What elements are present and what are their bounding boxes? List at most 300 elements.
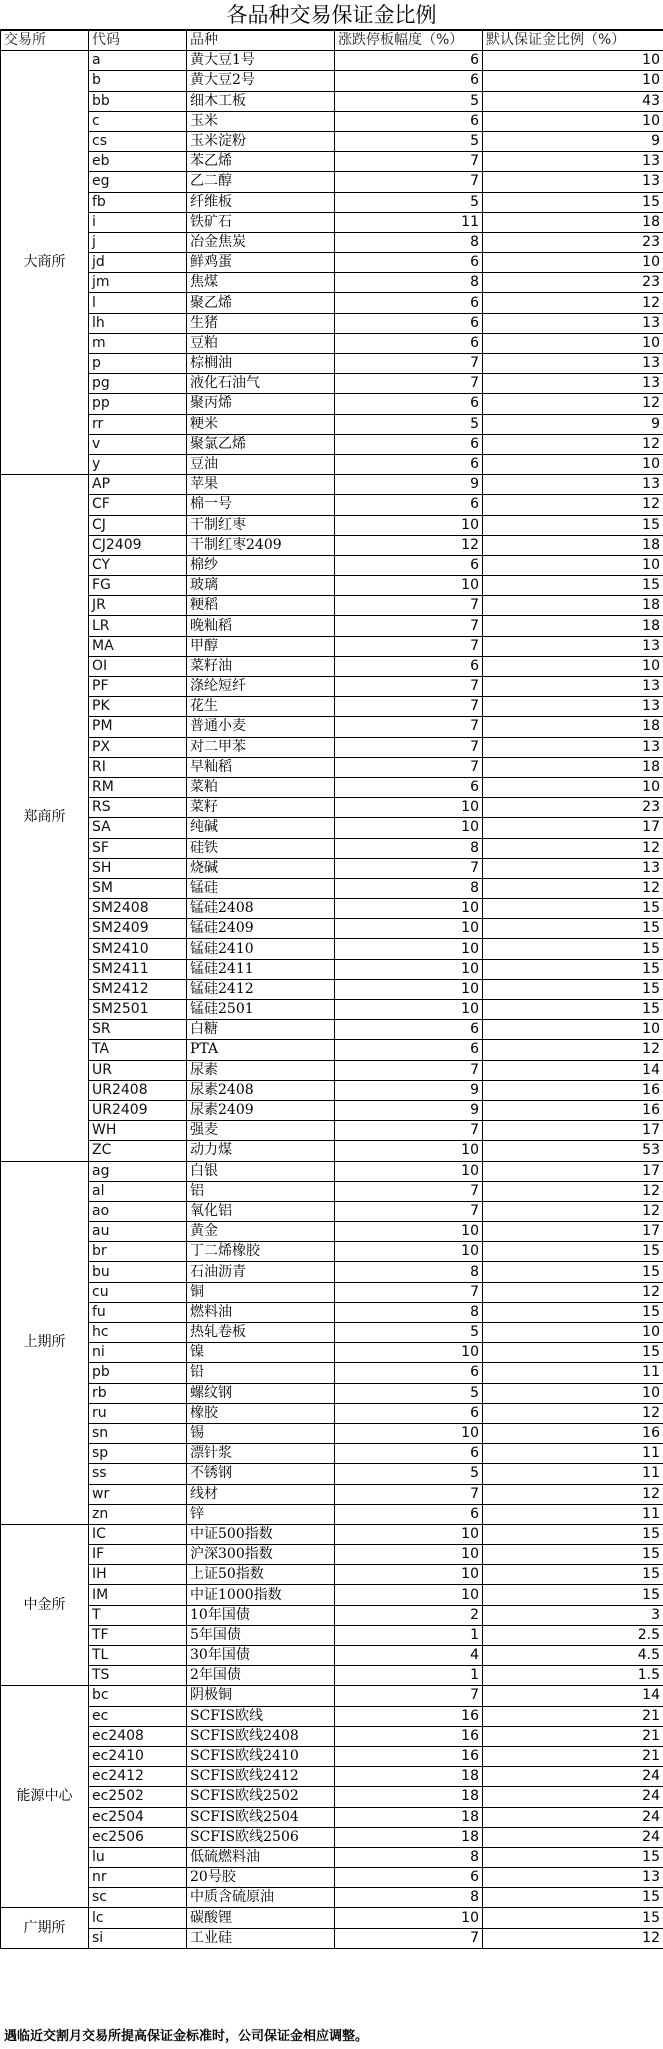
footer-note: 遇临近交割月交易所提高保证金标准时，公司保证金相应调整。: [4, 2029, 369, 2044]
margin-cell: 10: [483, 1323, 663, 1343]
margin-cell: 18: [483, 717, 663, 737]
code-cell: LR: [89, 616, 187, 636]
table-row: [1, 596, 663, 616]
name-cell: 铜: [187, 1282, 335, 1302]
name-cell: 锡: [187, 1423, 335, 1443]
table-row: [1, 1746, 663, 1766]
table-row: [1, 1908, 663, 1928]
code-cell: eg: [89, 172, 187, 192]
name-cell: 中证500指数: [187, 1524, 335, 1544]
code-cell: SM2501: [89, 1000, 187, 1020]
margin-cell: 11: [483, 1363, 663, 1383]
code-cell: pb: [89, 1363, 187, 1383]
code-cell: ec: [89, 1706, 187, 1726]
table-row: [1, 1222, 663, 1242]
table-row: [1, 1262, 663, 1282]
table-row: [1, 535, 663, 555]
table-row: [1, 1080, 663, 1100]
name-cell: 热轧卷板: [187, 1323, 335, 1343]
code-cell: CY: [89, 555, 187, 575]
name-cell: 黄大豆1号: [187, 51, 335, 71]
code-cell: UR: [89, 1060, 187, 1080]
name-cell: 苯乙烯: [187, 152, 335, 172]
limit-cell: 8: [335, 878, 483, 898]
name-cell: 锰硅2501: [187, 1000, 335, 1020]
code-cell: IM: [89, 1585, 187, 1605]
name-cell: 黄金: [187, 1222, 335, 1242]
margin-cell: 16: [483, 1423, 663, 1443]
code-cell: b: [89, 71, 187, 91]
limit-cell: 7: [335, 596, 483, 616]
margin-cell: 15: [483, 939, 663, 959]
name-cell: 冶金焦炭: [187, 232, 335, 252]
code-cell: UR2409: [89, 1100, 187, 1120]
code-cell: m: [89, 333, 187, 353]
limit-cell: 7: [335, 354, 483, 374]
name-cell: 普通小麦: [187, 717, 335, 737]
limit-cell: 5: [335, 414, 483, 434]
table-row: [1, 333, 663, 353]
margin-cell: 18: [483, 596, 663, 616]
code-cell: SH: [89, 858, 187, 878]
margin-cell: 10: [483, 656, 663, 676]
margin-cell: 13: [483, 737, 663, 757]
limit-cell: 11: [335, 212, 483, 232]
exchange-cell: 能源中心: [1, 1686, 89, 1908]
name-cell: 花生: [187, 697, 335, 717]
limit-cell: 6: [335, 394, 483, 414]
table-row: [1, 919, 663, 939]
margin-cell: 15: [483, 899, 663, 919]
exchange-cell: 上期所: [1, 1161, 89, 1524]
code-cell: IC: [89, 1524, 187, 1544]
name-cell: 白糖: [187, 1020, 335, 1040]
margin-cell: 18: [483, 535, 663, 555]
limit-cell: 7: [335, 677, 483, 697]
name-cell: 碳酸锂: [187, 1908, 335, 1928]
name-cell: 豆油: [187, 454, 335, 474]
table-row: [1, 1706, 663, 1726]
limit-cell: 16: [335, 1746, 483, 1766]
margin-cell: 13: [483, 475, 663, 495]
code-cell: AP: [89, 475, 187, 495]
name-cell: 锰硅2410: [187, 939, 335, 959]
margin-cell: 12: [483, 434, 663, 454]
code-cell: jd: [89, 253, 187, 273]
margin-cell: 15: [483, 192, 663, 212]
code-cell: SA: [89, 818, 187, 838]
code-cell: nr: [89, 1868, 187, 1888]
table-row: [1, 677, 663, 697]
table-row: [1, 1000, 663, 1020]
code-cell: ec2408: [89, 1726, 187, 1746]
limit-cell: 1: [335, 1625, 483, 1645]
name-cell: 石油沥青: [187, 1262, 335, 1282]
limit-cell: 6: [335, 1363, 483, 1383]
name-cell: 氧化铝: [187, 1201, 335, 1221]
limit-cell: 10: [335, 1242, 483, 1262]
code-cell: TA: [89, 1040, 187, 1060]
name-cell: SCFIS欧线2506: [187, 1827, 335, 1847]
name-cell: 苹果: [187, 475, 335, 495]
table-row: [1, 1121, 663, 1141]
limit-cell: 10: [335, 1423, 483, 1443]
table-row: [1, 1444, 663, 1464]
limit-cell: 5: [335, 91, 483, 111]
limit-cell: 10: [335, 818, 483, 838]
margin-cell: 15: [483, 1585, 663, 1605]
margin-cell: 10: [483, 333, 663, 353]
limit-cell: 8: [335, 838, 483, 858]
margin-cell: 15: [483, 1242, 663, 1262]
name-cell: 铁矿石: [187, 212, 335, 232]
limit-cell: 5: [335, 1323, 483, 1343]
margin-cell: 13: [483, 354, 663, 374]
code-cell: y: [89, 454, 187, 474]
table-row: [1, 1524, 663, 1544]
limit-cell: 7: [335, 1928, 483, 1948]
table-row: [1, 838, 663, 858]
name-cell: 5年国债: [187, 1625, 335, 1645]
exchange-cell: 大商所: [1, 51, 89, 475]
margin-cell: 24: [483, 1827, 663, 1847]
table-row: [1, 858, 663, 878]
margin-cell: 16: [483, 1080, 663, 1100]
margin-cell: 15: [483, 919, 663, 939]
code-cell: bu: [89, 1262, 187, 1282]
name-cell: 干制红枣: [187, 515, 335, 535]
name-cell: 纯碱: [187, 818, 335, 838]
code-cell: ZC: [89, 1141, 187, 1161]
limit-cell: 8: [335, 273, 483, 293]
margin-cell: 4.5: [483, 1646, 663, 1666]
code-cell: cu: [89, 1282, 187, 1302]
margin-cell: 21: [483, 1726, 663, 1746]
name-cell: SCFIS欧线: [187, 1706, 335, 1726]
code-cell: TS: [89, 1666, 187, 1686]
table-row: [1, 1666, 663, 1686]
name-cell: 沪深300指数: [187, 1545, 335, 1565]
code-cell: ec2502: [89, 1787, 187, 1807]
table-row: [1, 798, 663, 818]
margin-cell: 15: [483, 576, 663, 596]
name-cell: SCFIS欧线2410: [187, 1746, 335, 1766]
header-margin: 默认保证金比例（%）: [483, 31, 663, 51]
table-row: [1, 979, 663, 999]
code-cell: lh: [89, 313, 187, 333]
limit-cell: 8: [335, 1262, 483, 1282]
sheet-title: 各品种交易保证金比例: [0, 0, 663, 30]
table-row: [1, 1161, 663, 1181]
code-cell: cs: [89, 131, 187, 151]
limit-cell: 7: [335, 616, 483, 636]
table-row: [1, 111, 663, 131]
header-exchange: 交易所: [1, 31, 89, 51]
name-cell: 菜籽: [187, 798, 335, 818]
name-cell: 晚籼稻: [187, 616, 335, 636]
code-cell: wr: [89, 1484, 187, 1504]
margin-cell: 12: [483, 838, 663, 858]
table-row: [1, 212, 663, 232]
table-row: [1, 374, 663, 394]
code-cell: ec2410: [89, 1746, 187, 1766]
code-cell: CJ: [89, 515, 187, 535]
margin-cell: 9: [483, 131, 663, 151]
margin-cell: 15: [483, 1343, 663, 1363]
limit-cell: 10: [335, 1908, 483, 1928]
table-row: [1, 757, 663, 777]
code-cell: hc: [89, 1323, 187, 1343]
table-row: [1, 273, 663, 293]
name-cell: 液化石油气: [187, 374, 335, 394]
table-row: [1, 313, 663, 333]
limit-cell: 7: [335, 757, 483, 777]
margin-cell: 43: [483, 91, 663, 111]
limit-cell: 7: [335, 1121, 483, 1141]
table-row: [1, 232, 663, 252]
name-cell: 锌: [187, 1504, 335, 1524]
margin-cell: 12: [483, 1201, 663, 1221]
code-cell: CF: [89, 495, 187, 515]
name-cell: 螺纹钢: [187, 1383, 335, 1403]
limit-cell: 18: [335, 1807, 483, 1827]
table-row: [1, 1504, 663, 1524]
name-cell: 漂针浆: [187, 1444, 335, 1464]
name-cell: 乙二醇: [187, 172, 335, 192]
code-cell: au: [89, 1222, 187, 1242]
name-cell: 丁二烯橡胶: [187, 1242, 335, 1262]
limit-cell: 9: [335, 1080, 483, 1100]
table-row: [1, 1040, 663, 1060]
code-cell: v: [89, 434, 187, 454]
code-cell: SF: [89, 838, 187, 858]
name-cell: 2年国债: [187, 1666, 335, 1686]
limit-cell: 6: [335, 51, 483, 71]
limit-cell: 5: [335, 1464, 483, 1484]
name-cell: 中质含硫原油: [187, 1888, 335, 1908]
table-row: [1, 1242, 663, 1262]
margin-cell: 15: [483, 1524, 663, 1544]
table-row: [1, 1302, 663, 1322]
name-cell: 动力煤: [187, 1141, 335, 1161]
table-row: [1, 1868, 663, 1888]
margin-cell: 10: [483, 51, 663, 71]
limit-cell: 6: [335, 293, 483, 313]
name-cell: 烧碱: [187, 858, 335, 878]
code-cell: ao: [89, 1201, 187, 1221]
code-cell: IF: [89, 1545, 187, 1565]
limit-cell: 10: [335, 515, 483, 535]
table-row: [1, 1181, 663, 1201]
table-row: [1, 656, 663, 676]
code-cell: l: [89, 293, 187, 313]
limit-cell: 18: [335, 1767, 483, 1787]
margin-cell: 24: [483, 1787, 663, 1807]
limit-cell: 7: [335, 636, 483, 656]
limit-cell: 7: [335, 1484, 483, 1504]
margin-cell: 17: [483, 1121, 663, 1141]
margin-cell: 3: [483, 1605, 663, 1625]
limit-cell: 6: [335, 1040, 483, 1060]
table-row: [1, 1888, 663, 1908]
name-cell: 粳米: [187, 414, 335, 434]
code-cell: pp: [89, 394, 187, 414]
code-cell: PM: [89, 717, 187, 737]
name-cell: 菜粕: [187, 777, 335, 797]
name-cell: 聚丙烯: [187, 394, 335, 414]
limit-cell: 10: [335, 1565, 483, 1585]
table-row: [1, 1484, 663, 1504]
name-cell: 强麦: [187, 1121, 335, 1141]
limit-cell: 10: [335, 1585, 483, 1605]
name-cell: 玉米: [187, 111, 335, 131]
limit-cell: 8: [335, 232, 483, 252]
table-row: [1, 1363, 663, 1383]
name-cell: 锰硅2409: [187, 919, 335, 939]
code-cell: SM2411: [89, 959, 187, 979]
limit-cell: 7: [335, 1060, 483, 1080]
margin-cell: 17: [483, 1222, 663, 1242]
limit-cell: 10: [335, 1524, 483, 1544]
table-row: [1, 1201, 663, 1221]
margin-cell: 15: [483, 1908, 663, 1928]
code-cell: a: [89, 51, 187, 71]
margin-cell: 13: [483, 374, 663, 394]
limit-cell: 4: [335, 1646, 483, 1666]
name-cell: 线材: [187, 1484, 335, 1504]
limit-cell: 10: [335, 1343, 483, 1363]
code-cell: eb: [89, 152, 187, 172]
limit-cell: 6: [335, 495, 483, 515]
table-row: [1, 1383, 663, 1403]
margin-cell: 16: [483, 1100, 663, 1120]
code-cell: sc: [89, 1888, 187, 1908]
table-row: [1, 1141, 663, 1161]
code-cell: zn: [89, 1504, 187, 1524]
margin-cell: 12: [483, 878, 663, 898]
limit-cell: 6: [335, 1403, 483, 1423]
code-cell: ss: [89, 1464, 187, 1484]
limit-cell: 16: [335, 1726, 483, 1746]
table-row: [1, 1928, 663, 1948]
table-row: [1, 1565, 663, 1585]
code-cell: jm: [89, 273, 187, 293]
name-cell: 干制红枣2409: [187, 535, 335, 555]
limit-cell: 16: [335, 1706, 483, 1726]
name-cell: 鲜鸡蛋: [187, 253, 335, 273]
margin-cell: 11: [483, 1444, 663, 1464]
limit-cell: 7: [335, 858, 483, 878]
table-row: [1, 354, 663, 374]
margin-cell: 12: [483, 1282, 663, 1302]
name-cell: 细木工板: [187, 91, 335, 111]
limit-cell: 7: [335, 1282, 483, 1302]
margin-cell: 9: [483, 414, 663, 434]
name-cell: 粳稻: [187, 596, 335, 616]
table-row: [1, 91, 663, 111]
limit-cell: 7: [335, 697, 483, 717]
code-cell: fu: [89, 1302, 187, 1322]
limit-cell: 6: [335, 111, 483, 131]
header-limit: 涨跌停板幅度（%）: [335, 31, 483, 51]
name-cell: 早籼稻: [187, 757, 335, 777]
limit-cell: 10: [335, 1000, 483, 1020]
limit-cell: 2: [335, 1605, 483, 1625]
limit-cell: 1: [335, 1666, 483, 1686]
margin-cell: 15: [483, 1888, 663, 1908]
limit-cell: 10: [335, 899, 483, 919]
code-cell: c: [89, 111, 187, 131]
code-cell: ec2504: [89, 1807, 187, 1827]
table-row: [1, 131, 663, 151]
margin-cell: 10: [483, 454, 663, 474]
limit-cell: 10: [335, 939, 483, 959]
margin-cell: 17: [483, 818, 663, 838]
limit-cell: 9: [335, 475, 483, 495]
code-cell: TF: [89, 1625, 187, 1645]
limit-cell: 7: [335, 374, 483, 394]
table-row: [1, 1605, 663, 1625]
table-row: [1, 1100, 663, 1120]
code-cell: SM2408: [89, 899, 187, 919]
code-cell: IH: [89, 1565, 187, 1585]
limit-cell: 10: [335, 1545, 483, 1565]
name-cell: 锰硅2408: [187, 899, 335, 919]
limit-cell: 5: [335, 131, 483, 151]
margin-cell: 15: [483, 1262, 663, 1282]
limit-cell: 12: [335, 535, 483, 555]
code-cell: MA: [89, 636, 187, 656]
margin-cell: 13: [483, 313, 663, 333]
name-cell: 焦煤: [187, 273, 335, 293]
margin-cell: 12: [483, 1040, 663, 1060]
table-row: [1, 414, 663, 434]
table-row: [1, 495, 663, 515]
margin-cell: 15: [483, 515, 663, 535]
name-cell: PTA: [187, 1040, 335, 1060]
table-row: [1, 818, 663, 838]
limit-cell: 6: [335, 454, 483, 474]
margin-cell: 11: [483, 1504, 663, 1524]
table-row: [1, 1847, 663, 1867]
name-cell: 甲醇: [187, 636, 335, 656]
name-cell: 玻璃: [187, 576, 335, 596]
name-cell: 菜籽油: [187, 656, 335, 676]
limit-cell: 6: [335, 253, 483, 273]
code-cell: PK: [89, 697, 187, 717]
margin-cell: 12: [483, 495, 663, 515]
name-cell: 棉一号: [187, 495, 335, 515]
name-cell: 棉纱: [187, 555, 335, 575]
code-cell: ni: [89, 1343, 187, 1363]
table-row: [1, 576, 663, 596]
table-row: [1, 636, 663, 656]
name-cell: 聚氯乙烯: [187, 434, 335, 454]
margin-cell: 18: [483, 212, 663, 232]
name-cell: SCFIS欧线2502: [187, 1787, 335, 1807]
table-row: [1, 1787, 663, 1807]
code-cell: PX: [89, 737, 187, 757]
margin-cell: 12: [483, 394, 663, 414]
name-cell: 燃料油: [187, 1302, 335, 1322]
code-cell: al: [89, 1181, 187, 1201]
margin-cell: 21: [483, 1746, 663, 1766]
table-row: [1, 555, 663, 575]
table-row: [1, 1585, 663, 1605]
code-cell: WH: [89, 1121, 187, 1141]
name-cell: SCFIS欧线2412: [187, 1767, 335, 1787]
limit-cell: 6: [335, 313, 483, 333]
